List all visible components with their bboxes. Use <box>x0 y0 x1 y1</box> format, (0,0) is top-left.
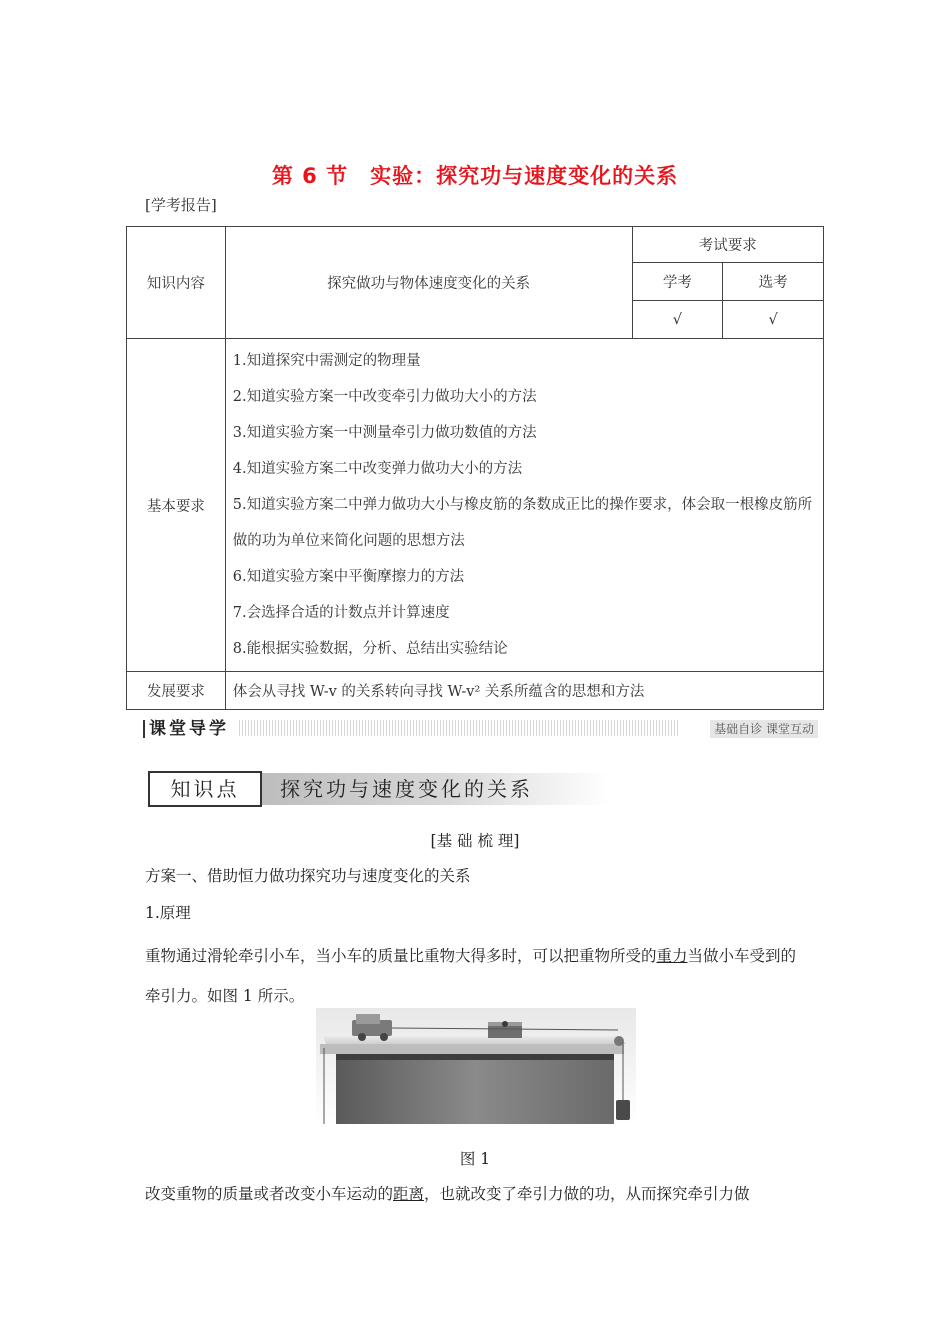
requirement-item: 5.知道实验方案二中弹力做功大小与橡皮筋的条数成正比的操作要求，体会取一根橡皮筋所做的功为单位来简化问题的思想方法 <box>232 497 813 549</box>
board-edge <box>320 1044 624 1054</box>
develop-label: 发展要求 <box>127 672 226 710</box>
knowledge-point-text: 探究功与速度变化的关系 <box>280 777 533 801</box>
report-table <box>126 226 824 710</box>
knowledge-point-header <box>148 771 608 805</box>
knowledge-point-label: 知识点 <box>148 771 262 807</box>
change-text-b: ，也就改变了牵引力做的功，从而探究牵引力做 <box>424 1185 750 1203</box>
change-paragraph <box>145 1182 825 1204</box>
section-banner <box>143 716 818 742</box>
xuankao-mark: √ <box>723 301 824 339</box>
principle-heading: 1.原理 <box>145 904 191 922</box>
change-underline: 距离 <box>393 1185 425 1203</box>
develop-content: 体会从寻找 W-v 的关系转向寻找 W-v² 关系所蕴含的思想和方法 <box>225 672 823 710</box>
basic-label: 基本要求 <box>127 339 226 672</box>
page-title: 第 6 节 实验：探究功与速度变化的关系 <box>271 164 679 188</box>
change-text-a: 改变重物的质量或者改变小车运动的 <box>145 1185 394 1203</box>
requirement-item: 7.会选择合适的计数点并计算速度 <box>232 605 450 621</box>
knowledge-label: 知识内容 <box>127 227 226 339</box>
experiment-apparatus-figure <box>316 1008 636 1126</box>
hanging-weight <box>616 1100 630 1120</box>
xuekao-mark: √ <box>632 301 723 339</box>
xuankao-header: 选考 <box>723 263 824 301</box>
requirement-item: 3.知道实验方案一中测量牵引力做功数值的方法 <box>232 425 537 441</box>
figure-caption: 图 1 <box>459 1150 491 1168</box>
banner-subtitle: 基础自诊 课堂互动 <box>710 720 818 738</box>
principle-paragraph <box>145 936 810 1016</box>
table-front <box>336 1054 614 1124</box>
principle-text-a: 重物通过滑轮牵引小车，当小车的质量比重物大得多时，可以把重物所受的 <box>145 947 657 965</box>
xuekao-header: 学考 <box>632 263 723 301</box>
requirement-item: 1.知道探究中需测定的物理量 <box>232 353 421 369</box>
requirement-item: 6.知道实验方案中平衡摩擦力的方法 <box>232 569 465 585</box>
banner-stripe <box>239 720 678 736</box>
knowledge-content: 探究做功与物体速度变化的关系 <box>225 227 632 339</box>
banner-heading: 课堂导学 <box>143 716 229 742</box>
requirement-item: 4.知道实验方案二中改变弹力做功大小的方法 <box>232 461 523 477</box>
plan-one-heading: 方案一、借助恒力做功探究功与速度变化的关系 <box>145 867 471 885</box>
exam-header: 考试要求 <box>632 227 824 263</box>
basic-requirements <box>225 339 823 672</box>
section-tag: [基 础 梳 理] <box>430 832 520 850</box>
principle-underline: 重力 <box>656 947 688 965</box>
principle-text-b: 当做小车受到的牵引力。如图 1 所示。 <box>145 947 797 1005</box>
report-tag: [学考报告] <box>145 196 217 214</box>
requirement-item: 8.能根据实验数据，分析、总结出实验结论 <box>232 641 508 657</box>
requirement-item: 2.知道实验方案一中改变牵引力做功大小的方法 <box>232 389 537 405</box>
